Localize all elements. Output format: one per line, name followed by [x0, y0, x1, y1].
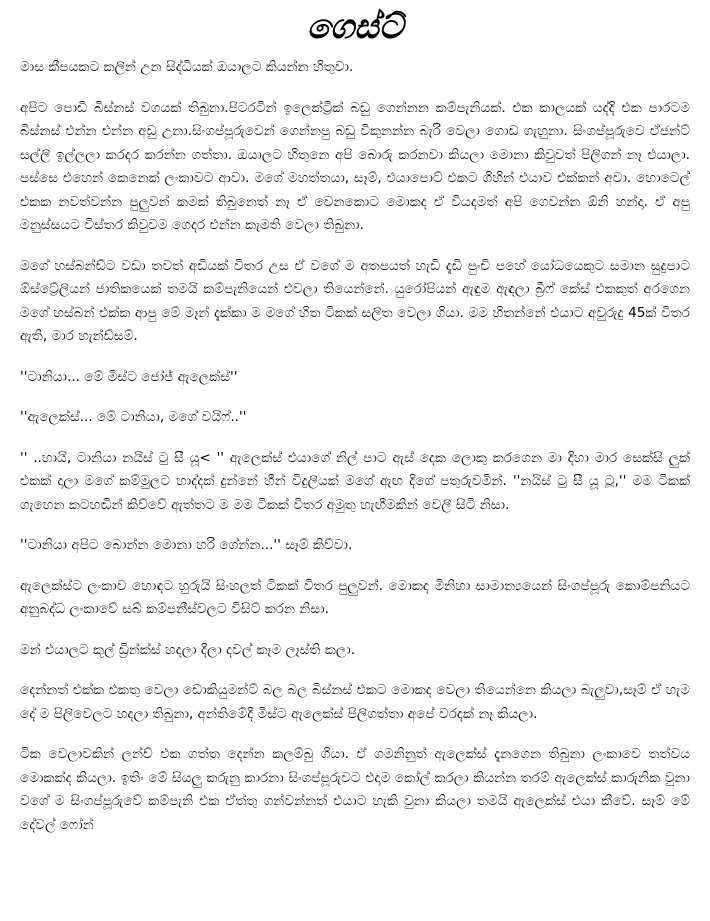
paragraph-8: ඇලෙක්ස්ට ලංකාව හොඳට හුරුයි සිංහලත් ටිකක් විතර පුලුවන්. මොකද මිනිහා සාමාන්‍යයෙන් සිංගප්පූරු කොම්පනියට අනුබද්ධ ලංකාවේ සබ් කම්පනීස්වලට විසිට් කරන නිසා.: [20, 577, 690, 617]
story-title: ගෙස්ට්: [306, 7, 404, 47]
paragraph-2: අපිට පොඩි බිස්නස් වගයක් තිබුනා.පිටරටින් ඉලෙක්ට්‍රික් බඩු ගෙන්නන කම්පැනියක්. එක කාලයක් යද්දි එක පාරටම බිස්නස් එන්න එන්න අඩු උනා.සිංගප්පූරුවෙන් ගෙන්නපු බඩු විකුනන්න බැරි වෙලා ගොඩ ගැහුනා. සිංගප්පූරුවෙ ඒජන්ට් සල්ලි ඉල්ලලා කරදර කරන්න ගත්තා. ඔයාලට හිතුනෙ අපි බොරු කරනවා කියලා මොනා කිවුවත් පිලිගන් නෑ එයාලා. පස්සෙ එහෙන් කෙනෙක් ලංකාවට ආවා. මගේ මහත්තයා, සෑම්, එයාපොට් එකට ගිහින් එයාව එක්කන් අවා. හොටෙල් එකක නවත්වන්න පුලුවන් කමක් තිබුනෙත් නෑ ඒ වෙනකොට මොකද ඒ වියදමත් අපි ගෙවන්න ඕනි හන්දා. ඒ අපු මනුස්සයට විස්තර කිවුවම ගෙදර එන්න කැමති වෙලා තිබුනා.: [20, 99, 690, 233]
paragraph-7: ''ටානියා අපිට බොන්න මොනා හරි ගේන්න...'' සෑම් කිව්වා.: [20, 537, 353, 553]
paragraph-4: ''ටානියා... මේ මිස්ට ජෝජ් ඇලෙක්ස්'': [20, 368, 238, 385]
paragraph-11: ටික වෙලාවකින් ලන්ච් එක ගත්ත දෙන්න කලම්බු ගියා. ඒ ගමනිනුත් ඇලෙක්ස් දැනගෙන තිබුනා ලංකාවෙ තත්වය මොකක්ද කියලා. ඉතිං මේ සියලු කරුනු කාරනා සිංගප්පූරුවට එදාම කෝල් කරලා කියන්න තරම් ඇලෙක්ස් කාරුනික වුනා වගේ ම සිංගප්පූරුවේ කම්පැනි එක ඒත්තු ගන්වන්නත් එයාට හැකි වුනා කියලා තමයි ඇලෙක්ස් එයා කීවේ. සෑම් මේ දේවල් ෆෝන්: [20, 746, 690, 833]
paragraph-9: මන් එයාලට කූල් ඩ්‍රින්ක්ස් හදලා දීලා දවල් කෑම ලෑස්ති කලා.: [20, 641, 356, 658]
paragraph-5: ''ඇලෙක්ස්... මේ ටානියා, මගේ වයිෆ්..'': [20, 409, 247, 425]
paragraph-3: මගේ හස්බන්ඩ්ට වඩා තවත් අඩියක් විතර උස ඒ වගේ ම අතපයත් හැඩි දැඩි පුංචි පහේ යෝධයෙකුට සමාන සුදුපාට ඕස්ට්‍රේලියන් ජාතිකයෙක් තමයි කම්පැනියෙන් එවලා තියෙන්නේ. යුරෝපියන් ඇඳුම ඇඳලා බ්‍රීෆ් කේස් එකකුත් අරගෙන මගේ හස්බන් එක්ක ආපු මේ මෑන් දැක්කා ම මගේ හිත ටිකක් සලිත වෙලා ගියා. මම හිතන්නේ එයාට අවුරුදු 45ක් විතර ඇති, මාර හැන්ඩ්සම්.: [20, 257, 690, 344]
paragraph-6: '' ..හායි, ටානියා නයිස් ටු සී යූ< '' ඇලෙක්ස් එයාගේ නිල් පාට ඇස් දෙක ලොකු කරගෙන මා දිහා මාර සෙක්සි ලුක් එකක් දාලා මගේ කම්මුලට හාද්දක් දුන්නේ හීන් විදුලියක් මගේ ඇඟ දිගේ පතුරුවමින්. ''නයිස් ටු සී යූ ටූ,'' මම ටිකක් ගැහෙන කටහඬින් කිව්වේ ඇත්තට ම මම ටිකක් විතර අමුතු හැඟීමකින් වෙලී සිටි නිසා.: [20, 449, 690, 513]
paragraph-1: මාස කීපයකට කලින් උන සිද්ධියක් ඔයාලට කියන්න හිතුවා.: [20, 59, 354, 75]
paragraph-10: දෙන්නත් එක්ක එකතු වෙලා ඩොකියුමන්ට් බල බල බිස්නස් එකට මොකද වෙලා තියෙන්නෙ කියලා බැලුවා,සෑම් ඒ හැම දේ ම පිලිවෙලට හදලා තිබුනා, අන්තිමේදී මිස්ට ඇලෙක්ස් පිලිගත්තා අපේ වරදක් නෑ කියලා.: [20, 682, 690, 722]
